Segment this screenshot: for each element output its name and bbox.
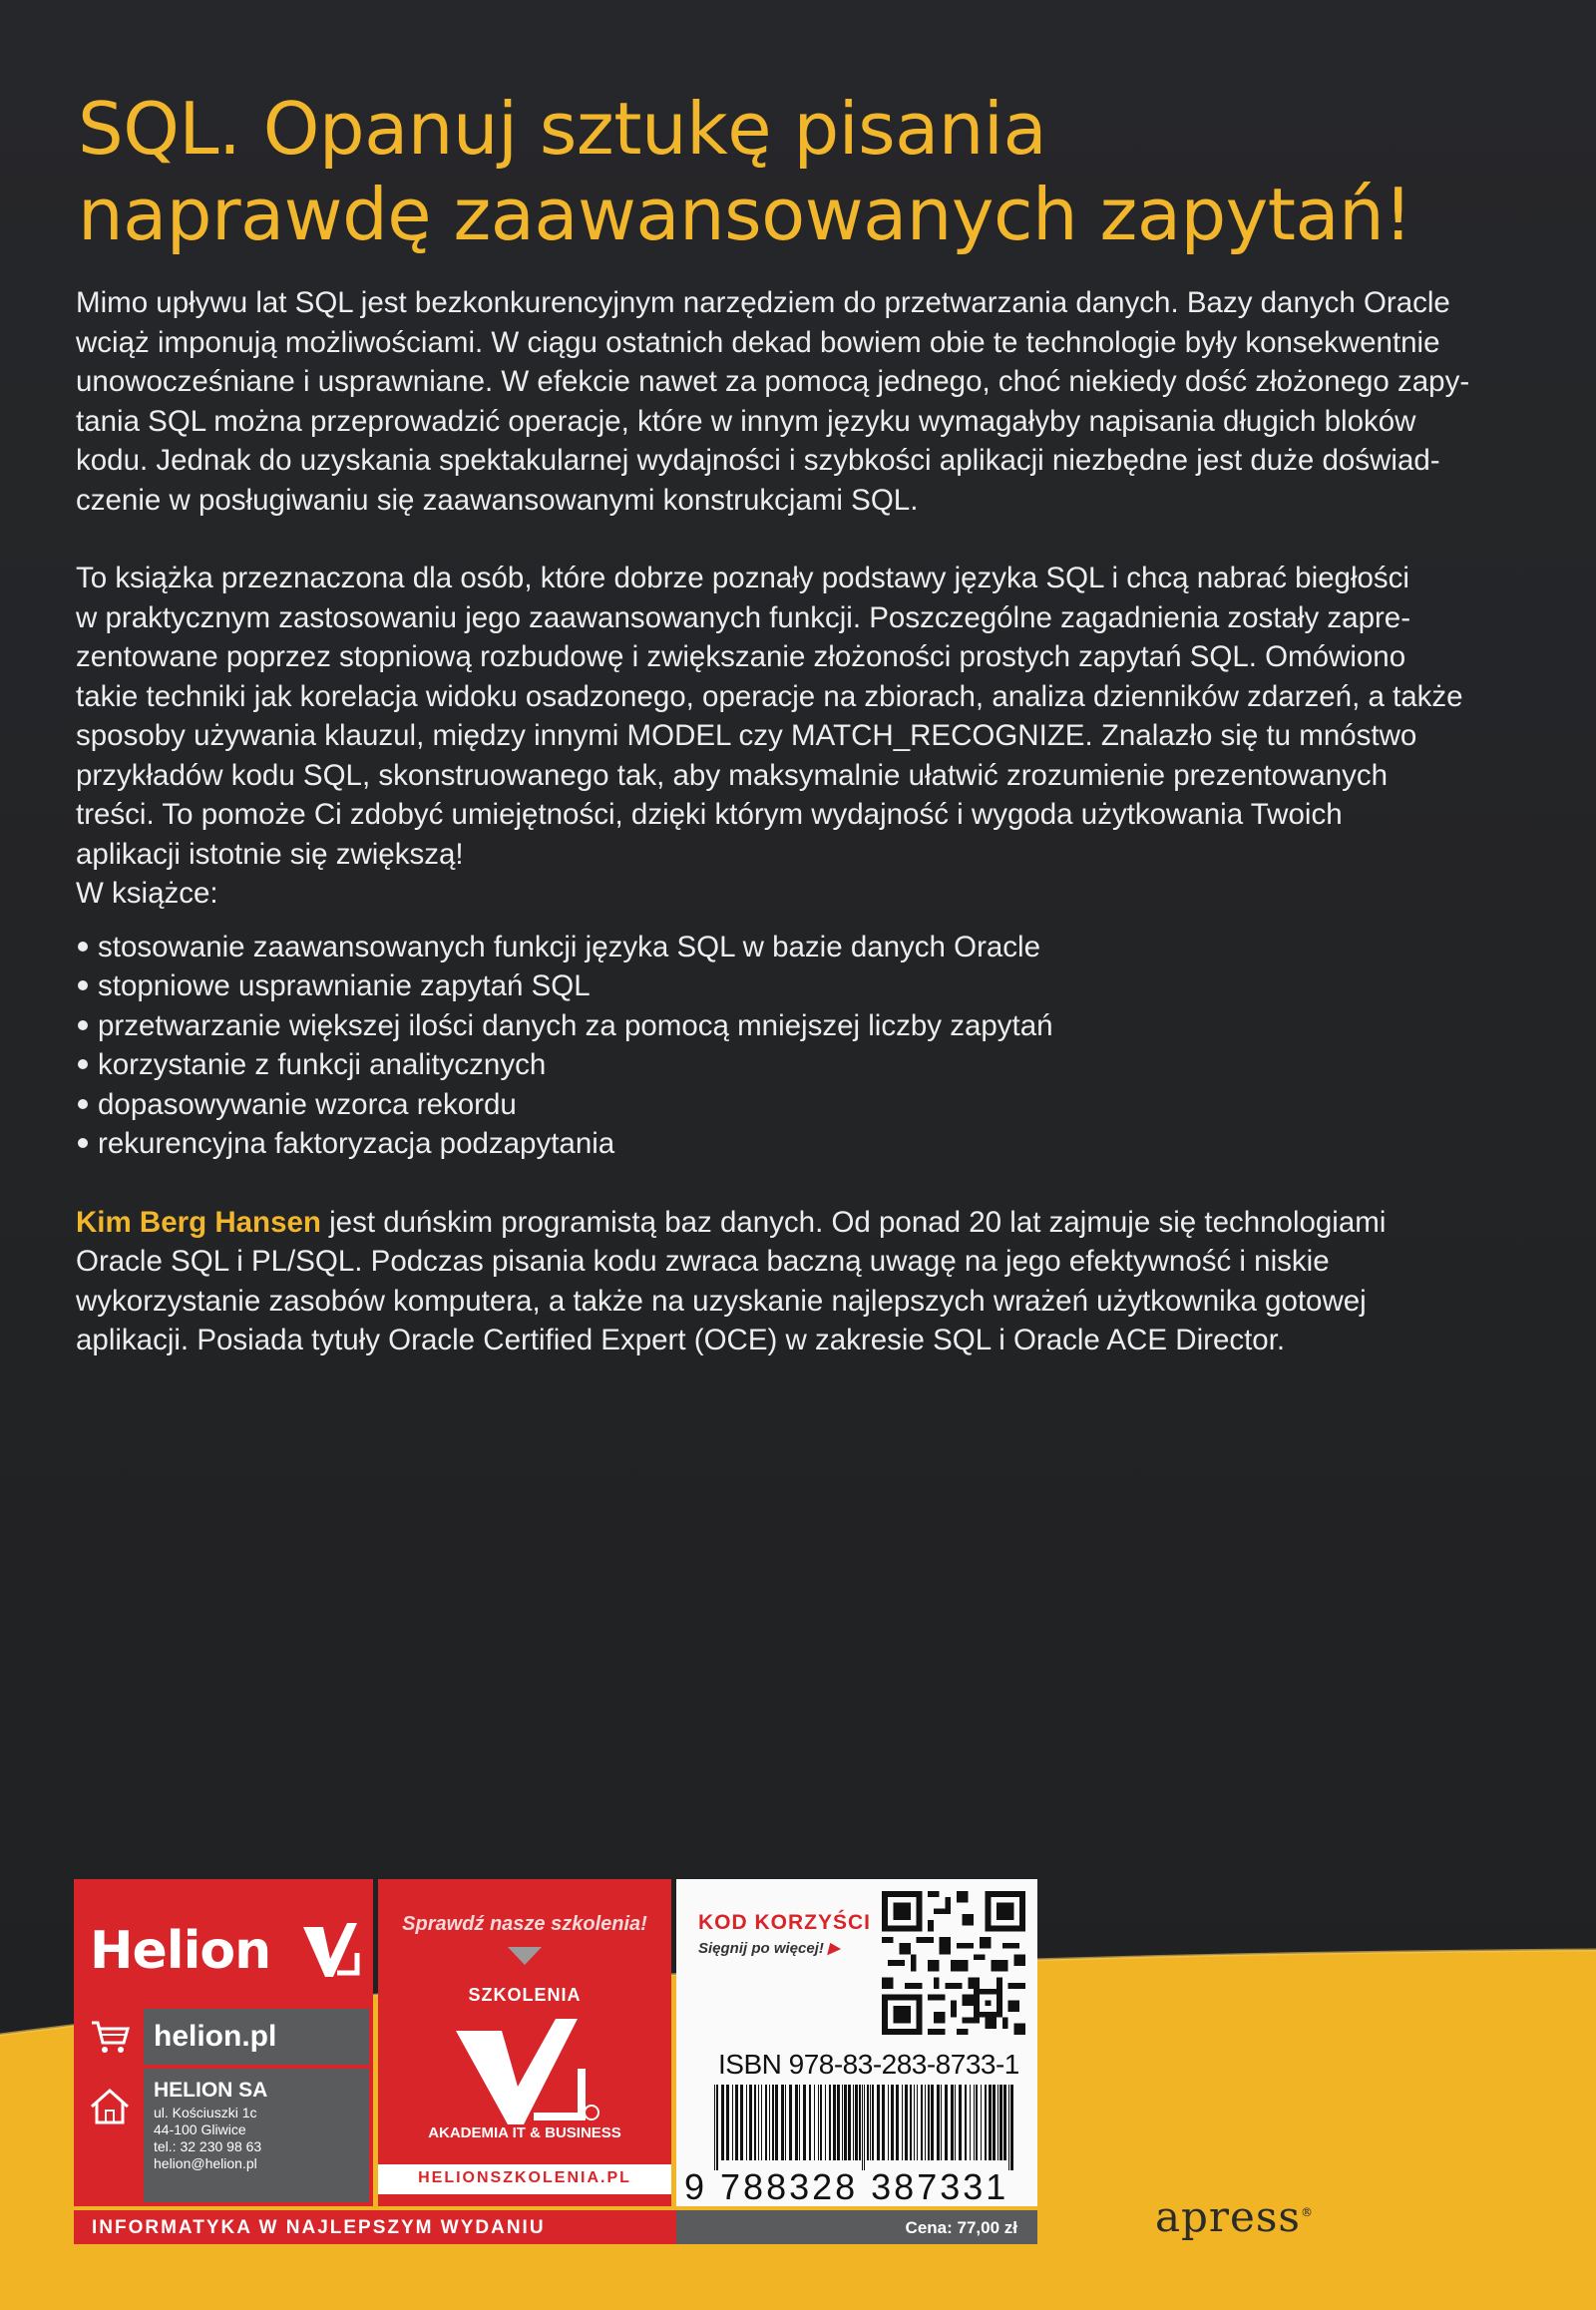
bullet-icon <box>78 1138 88 1148</box>
barcode-bar <box>781 2085 784 2160</box>
akademia-logo-icon <box>452 2013 601 2132</box>
list-item <box>76 966 1512 1006</box>
barcode-bar <box>896 2085 899 2160</box>
training-subtitle: AKADEMIA IT & BUSINESS <box>428 2124 621 2141</box>
barcode-bar <box>829 2085 831 2160</box>
barcode-bar <box>799 2085 800 2160</box>
barcode-bar <box>716 2085 718 2170</box>
list-item-label: dopasowywanie wzorca rekordu <box>98 1087 517 1121</box>
author-name: Kim Berg Hansen <box>76 1205 321 1239</box>
barcode-bar <box>902 2085 903 2160</box>
isbn-number: ISBN 978-83-283-8733-1 <box>718 2049 1019 2080</box>
barcode-bar <box>1010 2085 1013 2170</box>
arrow-down-icon <box>508 1947 542 1965</box>
training-cta: Sprawdź nasze szkolenia! <box>402 1913 647 1935</box>
barcode-bar <box>749 2085 752 2160</box>
barcode-bar <box>803 2085 806 2160</box>
barcode-bar <box>888 2085 889 2160</box>
barcode-bar <box>721 2085 724 2160</box>
barcode-bar <box>877 2085 880 2160</box>
text-line: wciąż imponują możliwościami. W ciągu ostatnich dekad bowiem obie te technologie były konsekwentnie <box>76 325 1440 359</box>
text-line: To książka przeznaczona dla osób, które dobrze poznały podstawy języka SQL i chcą nabrać biegłości <box>76 562 1409 594</box>
home-icon <box>88 2085 132 2128</box>
barcode-bar <box>825 2085 826 2160</box>
barcode-bar <box>905 2085 908 2160</box>
tagline: INFORMATYKA W NAJLEPSZYM WYDANIU <box>92 2217 546 2238</box>
barcode-bar <box>1008 2085 1009 2170</box>
barcode-bar <box>726 2085 729 2160</box>
barcode-bar <box>882 2085 885 2160</box>
feature-list <box>76 928 1512 1164</box>
barcode-bar <box>837 2085 840 2160</box>
text-line: aplikacji istotnie się zwiększą! <box>76 837 464 871</box>
text-line: wykorzystanie zasobów komputera, a także na uzyskanie najlepszych wrażeń użytkownika gotowej <box>76 1284 1367 1318</box>
barcode-bar <box>965 2085 967 2160</box>
barcode-bar <box>931 2085 934 2160</box>
intro-paragraph <box>76 283 1512 520</box>
barcode-bar <box>959 2085 962 2160</box>
code-panel <box>676 1879 1037 2206</box>
barcode <box>710 2085 1019 2170</box>
barcode-bar <box>855 2085 858 2160</box>
helion-logo-icon <box>299 1919 361 1981</box>
barcode-bar <box>872 2085 874 2160</box>
title-line: SQL. Opanuj sztukę pisania <box>78 87 1047 171</box>
barcode-bar <box>917 2085 918 2160</box>
barcode-bar <box>761 2085 762 2160</box>
text-line: takie techniki jak korelacja widoku osadzonego, operacje na zbiorach, analiza dzienników zdarzeń, a także <box>76 679 1463 713</box>
barcode-bar <box>772 2085 774 2160</box>
list-item <box>76 1085 1512 1125</box>
text-line: aplikacji. Posiada tytuły Oracle Certified Expert (OCE) w zakresie SQL i Oracle ACE Director. <box>76 1324 1286 1356</box>
publisher-url: helion.pl <box>154 2020 277 2053</box>
barcode-bar <box>981 2085 982 2160</box>
barcode-bar <box>870 2085 871 2160</box>
barcode-bar <box>993 2085 996 2160</box>
list-item-label: stosowanie zaawansowanych funkcji języka SQL w bazie danych Oracle <box>98 930 1041 963</box>
bullet-icon <box>78 1020 88 1030</box>
text-line: przykładów kodu SQL, skonstruowanego tak, aby maksymalnie ułatwić zrozumienie prezentowanych <box>76 758 1389 792</box>
text-line: unowocześniane i usprawniane. W efekcie nawet za pomocą jednego, choć niekiedy dość złożonego zapy- <box>76 365 1470 398</box>
barcode-bar <box>1003 2085 1006 2160</box>
barcode-bar <box>765 2085 767 2160</box>
publisher-address <box>154 2105 261 2172</box>
bullet-icon <box>78 1099 88 1109</box>
code-subtitle <box>698 1939 840 1957</box>
code-title: KOD KORZYŚCI <box>698 1911 872 1934</box>
barcode-bar <box>775 2085 778 2160</box>
bullet-icon <box>78 980 88 990</box>
barcode-bar <box>844 2085 847 2160</box>
barcode-bar <box>976 2085 978 2160</box>
barcode-bar <box>974 2085 975 2160</box>
list-item <box>76 1124 1512 1164</box>
barcode-bar <box>740 2085 743 2160</box>
publisher-company: HELION SA <box>154 2079 268 2102</box>
text-line: tania SQL można przeprowadzić operacje, które w innym języku wymagałyby napisania długich bloków <box>76 404 1416 438</box>
barcode-bar <box>785 2085 786 2160</box>
list-item-label: przetwarzanie większej ilości danych za pomocą mniejszej liczby zapytań <box>98 1008 1053 1042</box>
address-line: tel.: 32 230 98 63 <box>154 2138 262 2154</box>
barcode-bar <box>914 2085 915 2160</box>
author-bio <box>76 1203 1512 1360</box>
barcode-bar <box>862 2085 863 2170</box>
barcode-bar <box>985 2085 987 2160</box>
cover-text <box>76 283 1512 1360</box>
barcode-bar <box>833 2085 836 2160</box>
text-line: zentowane poprzez stopniową rozbudowę i zwiększanie złożoności prostych zapytań SQL. Omówiono <box>76 640 1406 673</box>
barcode-bar <box>853 2085 854 2160</box>
barcode-bar <box>891 2085 894 2160</box>
text-line: sposoby używania klauzul, między innymi MODEL czy MATCH_RECOGNIZE. Znalazło się tu mnóstwo <box>76 719 1417 752</box>
list-item <box>76 1045 1512 1085</box>
text-line: czenie w posługiwaniu się zaawansowanymi konstrukcjami SQL. <box>76 483 919 517</box>
barcode-bar <box>732 2085 733 2160</box>
bullet-icon <box>78 942 88 952</box>
barcode-bar <box>795 2085 798 2160</box>
barcode-bar <box>769 2085 770 2160</box>
list-item <box>76 928 1512 967</box>
ean-number: 9 788328 387331 <box>684 2166 1009 2207</box>
tagline-strip <box>74 2210 1037 2244</box>
price-bar <box>676 2210 1037 2244</box>
text-line <box>76 1203 1512 1243</box>
list-item-label: korzystanie z funkcji analitycznych <box>98 1048 547 1081</box>
text-line: Oracle SQL i PL/SQL. Podczas pisania kodu zwraca baczną uwagę na jego efektywność i niskie <box>76 1245 1330 1278</box>
cart-icon <box>88 2015 132 2059</box>
barcode-bar <box>970 2085 971 2160</box>
play-icon: ▶ <box>828 1940 840 1957</box>
qr-code <box>882 1891 1025 2035</box>
barcode-bar <box>941 2085 942 2160</box>
barcode-bar <box>758 2085 759 2160</box>
barcode-bar <box>818 2085 819 2160</box>
list-item-label: rekurencyjna faktoryzacja podzapytania <box>98 1127 615 1160</box>
trademark-icon: ® <box>1300 2205 1314 2219</box>
list-item <box>76 1006 1512 1046</box>
text-line: w praktycznym zastosowaniu jego zaawansowanych funkcji. Poszczególne zagadnienia zostały zapre- <box>76 600 1411 634</box>
code-subtitle-text: Sięgnij po więcej! <box>698 1940 824 1957</box>
barcode-bar <box>937 2085 940 2160</box>
barcode-bar <box>999 2085 1002 2160</box>
text-line: Mimo upływu lat SQL jest bezkonkurencyjnym narzędziem do przetwarzania danych. Bazy danych Oracle <box>76 286 1450 319</box>
barcode-bar <box>820 2085 822 2160</box>
helion-logo: Helion <box>90 1921 271 1981</box>
title-line: naprawdę zaawansowanych zapytań! <box>78 173 1412 256</box>
barcode-bar <box>910 2085 912 2160</box>
author-text: jest duńskim programistą baz danych. Od ponad 20 lat zajmuje się technologiami <box>320 1205 1387 1239</box>
barcode-bar <box>746 2085 747 2160</box>
apress-logo <box>1155 2192 1314 2241</box>
description-paragraph <box>76 559 1512 874</box>
barcode-bar <box>928 2085 930 2160</box>
apress-wordmark: apress <box>1155 2192 1301 2241</box>
barcode-bar <box>848 2085 851 2160</box>
barcode-bar <box>864 2085 865 2170</box>
training-url: HELIONSZKOLENIA.PL <box>418 2169 631 2186</box>
training-panel <box>378 1879 671 2206</box>
page-title <box>78 86 1514 257</box>
barcode-bar <box>714 2085 715 2170</box>
barcode-bar <box>754 2085 756 2160</box>
address-line: 44-100 Gliwice <box>154 2121 246 2137</box>
training-label: SZKOLENIA <box>468 1985 582 2005</box>
barcode-bar <box>814 2085 815 2160</box>
barcode-bar <box>842 2085 843 2160</box>
barcode-bar <box>867 2085 869 2160</box>
barcode-bar <box>735 2085 738 2160</box>
bullet-icon <box>78 1059 88 1069</box>
barcode-bar <box>951 2085 954 2160</box>
barcode-bar <box>925 2085 926 2160</box>
price-label: Cena: 77,00 zł <box>905 2218 1017 2237</box>
barcode-bar <box>789 2085 792 2160</box>
barcode-bar <box>809 2085 811 2160</box>
barcode-bar <box>945 2085 948 2160</box>
address-line: ul. Kościuszki 1c <box>154 2105 257 2120</box>
address-line: helion@helion.pl <box>154 2155 257 2171</box>
barcode-bar <box>989 2085 992 2160</box>
publisher-panel <box>74 1879 373 2206</box>
text-line: kodu. Jednak do uzyskania spektakularnej wydajności i szybkości aplikacji niezbędne jest duże doświad- <box>76 444 1440 477</box>
text-line: treści. To pomoże Ci zdobyć umiejętności, dzięki którym wydajność i wygoda użytkowania Twoich <box>76 798 1343 831</box>
barcode-bar <box>859 2085 861 2160</box>
list-item-label: stopniowe usprawnianie zapytań SQL <box>98 969 591 1002</box>
barcode-bar <box>921 2085 923 2160</box>
barcode-bar <box>955 2085 956 2160</box>
list-heading: W książce: <box>76 877 218 910</box>
